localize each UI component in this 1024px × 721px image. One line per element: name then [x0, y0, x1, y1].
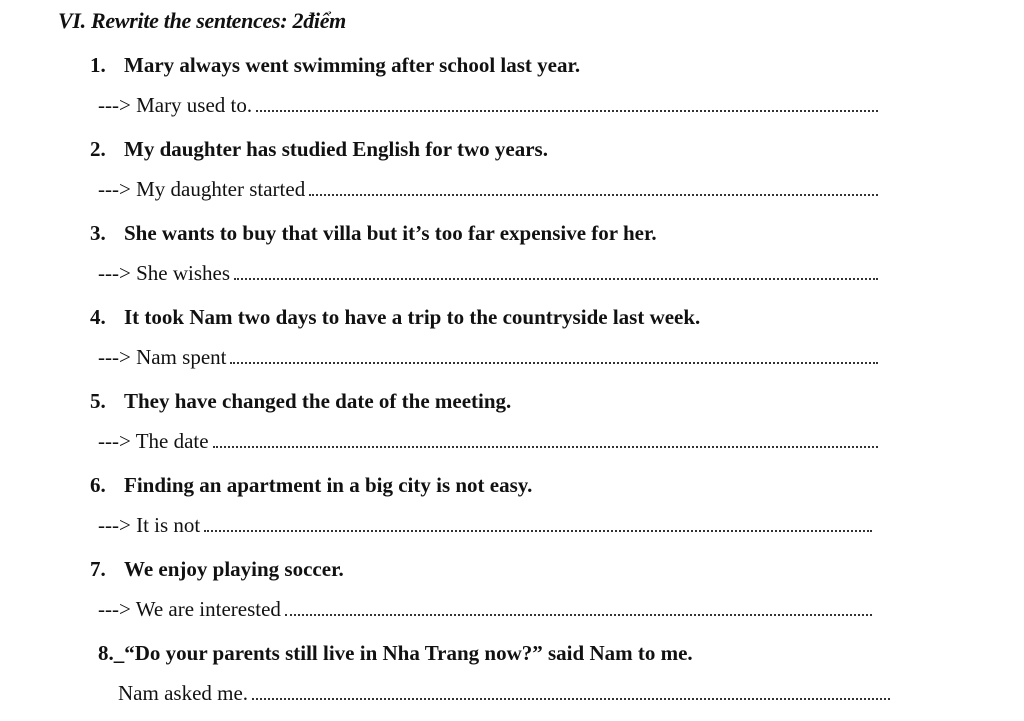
answer-line-5[interactable] — [98, 428, 878, 454]
answer-blank[interactable] — [252, 680, 890, 700]
answer-line-2[interactable] — [98, 176, 878, 202]
question-number: 8._ — [98, 641, 125, 665]
question-1 — [90, 52, 580, 78]
question-sentence: My daughter has studied English for two years. — [124, 137, 548, 161]
answer-line-1[interactable] — [98, 92, 878, 118]
answer-blank[interactable] — [256, 92, 878, 112]
answer-blank[interactable] — [230, 344, 878, 364]
answer-line-3[interactable] — [98, 260, 878, 286]
answer-prompt: Nam asked me. — [118, 681, 249, 705]
question-sentence: They have changed the date of the meeting. — [124, 389, 512, 413]
question-number: 7. — [90, 557, 106, 581]
question-4 — [90, 304, 700, 330]
question-sentence: She wants to buy that villa but it’s too far expensive for her. — [124, 221, 657, 245]
question-2 — [90, 136, 548, 162]
answer-line-7[interactable] — [98, 596, 872, 622]
question-sentence: We enjoy playing soccer. — [124, 557, 344, 581]
question-sentence: “Do your parents still live in Nha Trang now?” said Nam to me. — [124, 641, 693, 665]
answer-blank[interactable] — [213, 428, 878, 448]
answer-blank[interactable] — [309, 176, 878, 196]
answer-blank[interactable] — [234, 260, 878, 280]
answer-blank[interactable] — [285, 596, 872, 616]
question-sentence: It took Nam two days to have a trip to the countryside last week. — [124, 305, 701, 329]
answer-prompt: ---> The date — [98, 429, 209, 453]
answer-prompt: ---> It is not — [98, 513, 201, 537]
answer-line-4[interactable] — [98, 344, 878, 370]
question-number: 3. — [90, 221, 106, 245]
answer-prompt: ---> She wishes — [98, 261, 230, 285]
question-sentence: Finding an apartment in a big city is not easy. — [124, 473, 533, 497]
question-sentence: Mary always went swimming after school last year. — [124, 53, 581, 77]
question-7 — [90, 556, 344, 582]
question-3 — [90, 220, 657, 246]
section-title: VI. Rewrite the sentences: 2điểm — [58, 8, 346, 33]
question-number: 5. — [90, 389, 106, 413]
question-number: 4. — [90, 305, 106, 329]
answer-blank[interactable] — [204, 512, 872, 532]
answer-prompt: ---> Mary used to. — [98, 93, 253, 117]
answer-line-8[interactable] — [118, 680, 890, 706]
answer-prompt: ---> My daughter started — [98, 177, 306, 201]
answer-prompt: ---> We are interested — [98, 597, 281, 621]
answer-line-6[interactable] — [98, 512, 872, 538]
question-6 — [90, 472, 532, 498]
answer-prompt: ---> Nam spent — [98, 345, 227, 369]
question-number: 2. — [90, 137, 106, 161]
question-8 — [98, 640, 693, 666]
question-number: 6. — [90, 473, 106, 497]
question-5 — [90, 388, 511, 414]
question-number: 1. — [90, 53, 106, 77]
